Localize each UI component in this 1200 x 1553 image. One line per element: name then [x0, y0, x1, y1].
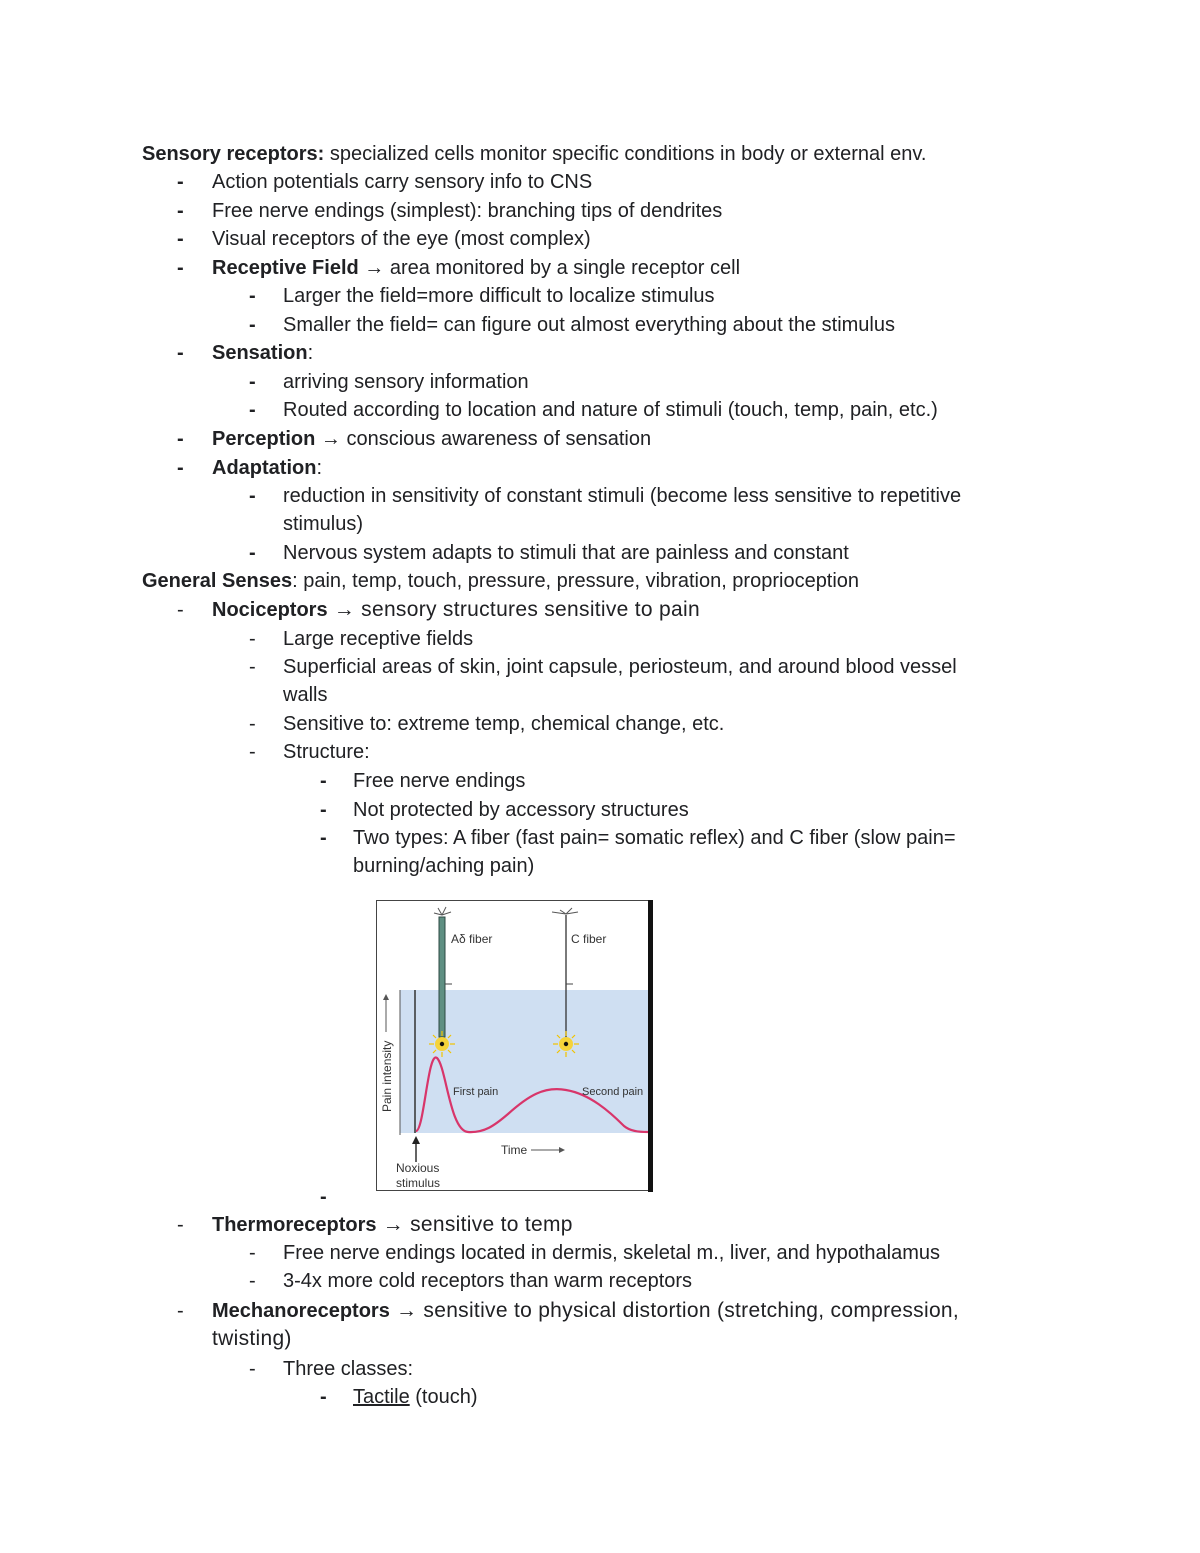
fiber-c-ending [564, 1042, 568, 1046]
bullet-dash: - [177, 257, 184, 279]
list-item: Free nerve endings [353, 770, 526, 792]
bullet-dash: - [249, 1242, 256, 1264]
list-item: Not protected by accessory structures [353, 799, 689, 821]
heading-sensory-receptors: Sensory receptors: specialized cells monitor specific conditions in body or external env. [142, 143, 927, 165]
bullet-dash: - [177, 228, 184, 250]
list-item: Three classes: [283, 1358, 414, 1380]
list-item: Large receptive fields [283, 628, 474, 650]
fiber-a-label: Aδ fiber [451, 932, 493, 946]
bullet-dash: - [320, 1386, 327, 1408]
bullet-dash: - [177, 342, 184, 364]
bullet-dash: - [320, 827, 327, 849]
list-item-continuation: twisting) [212, 1327, 292, 1350]
stimulus-label-line2: stimulus [396, 1176, 441, 1190]
bullet-dash: - [177, 1300, 184, 1322]
fiber-a-ending [440, 1042, 444, 1046]
fiber-c-label: C fiber [571, 932, 607, 946]
fiber-a-axon [439, 917, 445, 1037]
bullet-dash: - [249, 542, 256, 564]
bullet-dash: - [177, 200, 184, 222]
bullet-dash: - [249, 399, 256, 421]
bullet-dash: - [249, 314, 256, 336]
x-axis-label: Time [501, 1143, 528, 1157]
bullet-dash: - [177, 428, 184, 450]
bullet-dash: - [320, 770, 327, 792]
tissue-region [400, 990, 648, 1133]
y-axis-label: Pain intensity [380, 1040, 394, 1112]
list-item: Free nerve endings (simplest): branching tips of dendrites [212, 200, 723, 222]
list-item: Smaller the field= can figure out almost everything about the stimulus [283, 314, 895, 336]
list-item-continuation: burning/aching pain) [353, 855, 535, 877]
bullet-dash: - [249, 285, 256, 307]
list-item-tactile: Tactile (touch) [353, 1386, 478, 1408]
list-item: Visual receptors of the eye (most complex) [212, 228, 591, 250]
second-pain-label: Second pain [582, 1086, 644, 1098]
list-item-receptive-field: Receptive Field → area monitored by a single receptor cell [212, 257, 741, 279]
bullet-dash: - [249, 371, 256, 393]
list-item-continuation: stimulus) [283, 513, 364, 535]
list-item: Routed according to location and nature of stimuli (touch, temp, pain, etc.) [283, 399, 938, 421]
figure-right-edge [648, 900, 653, 1192]
pain-fiber-figure [376, 900, 653, 1192]
bullet-dash: - [177, 599, 184, 621]
list-item: reduction in sensitivity of constant stimuli (become less sensitive to repetitive [283, 485, 962, 507]
list-item: Free nerve endings located in dermis, skeletal m., liver, and hypothalamus [283, 1242, 941, 1264]
bullet-dash: - [320, 799, 327, 821]
bullet-dash: - [249, 628, 256, 650]
list-item: Action potentials carry sensory info to CNS [212, 171, 593, 193]
list-item: arriving sensory information [283, 371, 529, 393]
list-item: Larger the field=more difficult to localize stimulus [283, 285, 715, 307]
bullet-dash: - [320, 1186, 327, 1208]
bullet-dash: - [249, 656, 256, 678]
list-item-sensation: Sensation: [212, 342, 314, 364]
first-pain-label: First pain [453, 1086, 499, 1098]
list-item-nociceptors: Nociceptors → sensory structures sensitive to pain [212, 598, 700, 621]
list-item-thermoreceptors: Thermoreceptors → sensitive to temp [212, 1213, 573, 1236]
list-item: Two types: A fiber (fast pain= somatic reflex) and C fiber (slow pain= [353, 827, 956, 849]
bullet-dash: - [249, 1270, 256, 1292]
list-item-continuation: walls [283, 684, 328, 706]
list-item: Nervous system adapts to stimuli that are painless and constant [283, 542, 849, 564]
bullet-dash: - [249, 713, 256, 735]
bullet-dash: - [249, 741, 256, 763]
list-item-adaptation: Adaptation: [212, 457, 322, 479]
list-item-perception: Perception → conscious awareness of sensation [212, 428, 652, 450]
list-item: 3-4x more cold receptors than warm receptors [283, 1270, 693, 1292]
heading-general-senses: General Senses: pain, temp, touch, pressure, pressure, vibration, proprioception [142, 570, 860, 592]
list-item: Superficial areas of skin, joint capsule, periosteum, and around blood vessel [283, 656, 957, 678]
bullet-dash: - [177, 171, 184, 193]
list-item: Sensitive to: extreme temp, chemical change, etc. [283, 713, 725, 735]
bullet-dash: - [177, 1214, 184, 1236]
bullet-dash: - [249, 1358, 256, 1380]
stimulus-label-line1: Noxious [396, 1161, 440, 1175]
bullet-dash: - [249, 485, 256, 507]
list-item-mechanoreceptors: Mechanoreceptors → sensitive to physical distortion (stretching, compression, [212, 1299, 960, 1322]
bullet-dash: - [177, 457, 184, 479]
list-item: Structure: [283, 741, 370, 763]
